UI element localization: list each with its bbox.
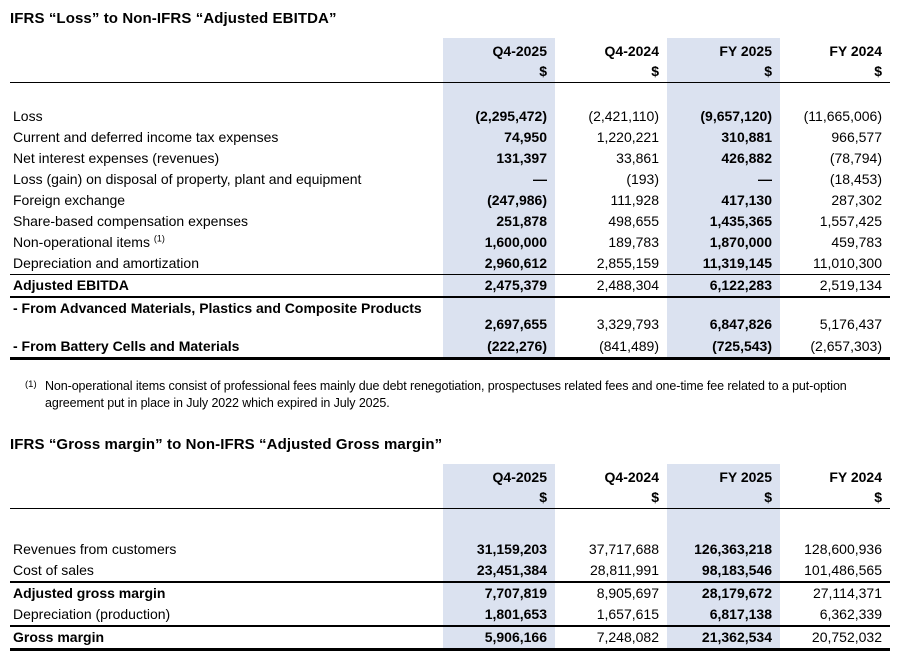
spacer-row — [10, 83, 890, 106]
header-spacer-cell — [10, 38, 443, 82]
cell-value: 126,363,218 — [667, 539, 780, 560]
column-period-label: Q4-2024 — [604, 43, 659, 59]
table-row-battery-cells — [10, 336, 890, 357]
column-header-fy-2025 — [667, 464, 780, 508]
column-period-label: FY 2024 — [829, 43, 882, 59]
cell-value: 1,600,000 — [443, 232, 555, 253]
spacer-cell — [443, 83, 555, 106]
row-label: Depreciation (production) — [13, 606, 171, 622]
header-spacer-cell — [10, 464, 443, 508]
cell-value: 2,697,655 — [443, 298, 555, 336]
cell-value: 2,855,159 — [596, 255, 659, 271]
cell-value: 28,811,991 — [589, 562, 659, 578]
cell-value: 2,519,134 — [819, 277, 882, 293]
section1-title: IFRS “Loss” to Non-IFRS “Adjusted EBITDA” — [10, 10, 337, 27]
cell-value: 498,655 — [608, 213, 659, 229]
row-label: Depreciation and amortization — [13, 255, 199, 271]
cell-value: (222,276) — [443, 336, 555, 357]
cell-value: 5,176,437 — [819, 316, 882, 332]
table-row-gross-margin — [10, 627, 890, 648]
spacer-cell — [667, 83, 780, 106]
cell-value: (2,657,303) — [810, 338, 882, 354]
cell-value: (78,794) — [829, 150, 882, 166]
table-row — [10, 148, 890, 169]
spacer-row — [10, 509, 890, 539]
row-label: - From Advanced Materials, Plastics and Composite Products — [13, 300, 422, 316]
spacer-cell — [443, 509, 555, 539]
cell-value: (2,421,110) — [588, 108, 659, 124]
cell-value: 426,882 — [667, 148, 780, 169]
row-label: Loss (gain) on disposal of property, plant and equipment — [13, 171, 362, 187]
cell-value: (2,295,472) — [443, 106, 555, 127]
cell-value: (193) — [626, 171, 659, 187]
column-header-q4-2024 — [555, 38, 667, 82]
spacer-cell — [10, 83, 443, 106]
table-row-adjusted-gross-margin — [10, 583, 890, 604]
cell-value: 251,878 — [443, 211, 555, 232]
column-unit-label: $ — [651, 63, 659, 79]
table1-bottom-rule — [10, 357, 890, 360]
row-label: Adjusted gross margin — [13, 585, 166, 601]
cell-value: 37,717,688 — [588, 541, 659, 557]
table1-header-row — [10, 38, 890, 82]
column-unit-label: $ — [539, 63, 547, 79]
cell-value: 2,960,612 — [443, 253, 555, 274]
cell-value: 459,783 — [831, 234, 882, 250]
cell-value: 310,881 — [667, 127, 780, 148]
cell-value: 6,817,138 — [667, 604, 780, 625]
cell-value: 417,130 — [667, 190, 780, 211]
table-row — [10, 190, 890, 211]
cell-value: 21,362,534 — [667, 627, 780, 648]
cell-value: 20,752,032 — [811, 629, 882, 645]
cell-value: 33,861 — [616, 150, 659, 166]
cell-value: 189,783 — [608, 234, 659, 250]
column-header-q4-2024 — [555, 464, 667, 508]
cell-value: 74,950 — [443, 127, 555, 148]
column-unit-label: $ — [764, 489, 772, 505]
row-label: Foreign exchange — [13, 192, 126, 208]
cell-value: (841,489) — [599, 338, 659, 354]
cell-value: 6,362,339 — [819, 606, 882, 622]
gross-margin-reconciliation-table — [10, 464, 890, 651]
cell-value: 11,010,300 — [812, 255, 882, 271]
cell-value: 128,600,936 — [804, 541, 882, 557]
cell-value: 2,475,379 — [443, 275, 555, 296]
cell-value: 6,122,283 — [667, 275, 780, 296]
cell-value: — — [667, 169, 780, 190]
cell-value: 1,657,615 — [596, 606, 659, 622]
column-period-label: Q4-2025 — [492, 43, 547, 59]
ebitda-reconciliation-table — [10, 38, 890, 360]
cell-value: 287,302 — [831, 192, 882, 208]
column-period-label: FY 2024 — [829, 469, 882, 485]
cell-value: (725,543) — [667, 336, 780, 357]
column-header-fy-2024 — [780, 464, 890, 508]
table2-header-row — [10, 464, 890, 508]
cell-value: 31,159,203 — [443, 539, 555, 560]
table-row — [10, 232, 890, 253]
table-row — [10, 106, 890, 127]
row-label: - From Battery Cells and Materials — [13, 338, 240, 354]
cell-value: 2,488,304 — [596, 277, 659, 293]
row-label: Revenues from customers — [13, 541, 177, 557]
spacer-cell — [667, 509, 780, 539]
footnote-text: Non-operational items consist of professional fees mainly due debt renegotiation, prospectuses related fees and one-time fee related to a put-option agreement put in place in July 2022 which expired in July 2025. — [45, 379, 847, 410]
table-row-adjusted-ebitda — [10, 275, 890, 296]
table-row-advanced-materials — [10, 298, 890, 336]
cell-value: 131,397 — [443, 148, 555, 169]
column-unit-label: $ — [539, 489, 547, 505]
spacer-cell — [555, 83, 667, 106]
section2-title: IFRS “Gross margin” to Non-IFRS “Adjusted Gross margin” — [10, 436, 443, 453]
cell-value: 1,220,221 — [596, 129, 659, 145]
row-label: Net interest expenses (revenues) — [13, 150, 220, 166]
row-label: Current and deferred income tax expenses — [13, 129, 279, 145]
column-unit-label: $ — [651, 489, 659, 505]
table-row — [10, 604, 890, 625]
cell-value: (11,665,006) — [803, 108, 882, 124]
spacer-cell — [10, 509, 443, 539]
cell-value: 8,905,697 — [596, 585, 659, 601]
column-header-q4-2025 — [443, 38, 555, 82]
footnote-marker: (1) — [25, 379, 37, 390]
column-unit-label: $ — [874, 63, 882, 79]
cell-value: 1,801,653 — [443, 604, 555, 625]
row-label: Loss — [13, 108, 43, 124]
column-header-fy-2025 — [667, 38, 780, 82]
cell-value: 27,114,371 — [812, 585, 882, 601]
spacer-cell — [780, 509, 890, 539]
table-row — [10, 539, 890, 560]
cell-value: 6,847,826 — [667, 298, 780, 336]
column-unit-label: $ — [764, 63, 772, 79]
row-label: Gross margin — [13, 629, 105, 645]
column-period-label: Q4-2024 — [604, 469, 659, 485]
column-unit-label: $ — [874, 489, 882, 505]
cell-value: 101,486,565 — [804, 562, 882, 578]
cell-value: 1,870,000 — [667, 232, 780, 253]
cell-value: 111,928 — [610, 192, 659, 208]
cell-value: (9,657,120) — [667, 106, 780, 127]
table-row — [10, 127, 890, 148]
spacer-cell — [555, 509, 667, 539]
cell-value: 28,179,672 — [667, 583, 780, 604]
cell-value: (18,453) — [829, 171, 882, 187]
column-header-fy-2024 — [780, 38, 890, 82]
cell-value: 7,707,819 — [443, 583, 555, 604]
cell-value: (247,986) — [443, 190, 555, 211]
cell-value: 5,906,166 — [443, 627, 555, 648]
cell-value: 966,577 — [831, 129, 882, 145]
table-row — [10, 253, 890, 274]
footnote-reference: (1) — [153, 233, 165, 244]
column-period-label: FY 2025 — [719, 469, 772, 485]
cell-value: 1,557,425 — [819, 213, 882, 229]
cell-value: 11,319,145 — [667, 253, 780, 274]
column-period-label: Q4-2025 — [492, 469, 547, 485]
column-period-label: FY 2025 — [719, 43, 772, 59]
row-label — [10, 232, 443, 253]
row-label: Share-based compensation expenses — [13, 213, 249, 229]
row-label-text: Non-operational items — [13, 234, 150, 250]
cell-value: — — [443, 169, 555, 190]
table-row — [10, 169, 890, 190]
footnote — [10, 378, 890, 412]
row-label: Cost of sales — [13, 562, 94, 578]
cell-value: 3,329,793 — [596, 316, 659, 332]
cell-value: 98,183,546 — [667, 560, 780, 581]
table-row — [10, 560, 890, 581]
cell-value: 23,451,384 — [443, 560, 555, 581]
table-row — [10, 211, 890, 232]
spacer-cell — [780, 83, 890, 106]
row-label: Adjusted EBITDA — [13, 277, 129, 293]
table2-bottom-rule — [10, 648, 890, 651]
cell-value: 7,248,082 — [596, 629, 659, 645]
cell-value: 1,435,365 — [667, 211, 780, 232]
column-header-q4-2025 — [443, 464, 555, 508]
